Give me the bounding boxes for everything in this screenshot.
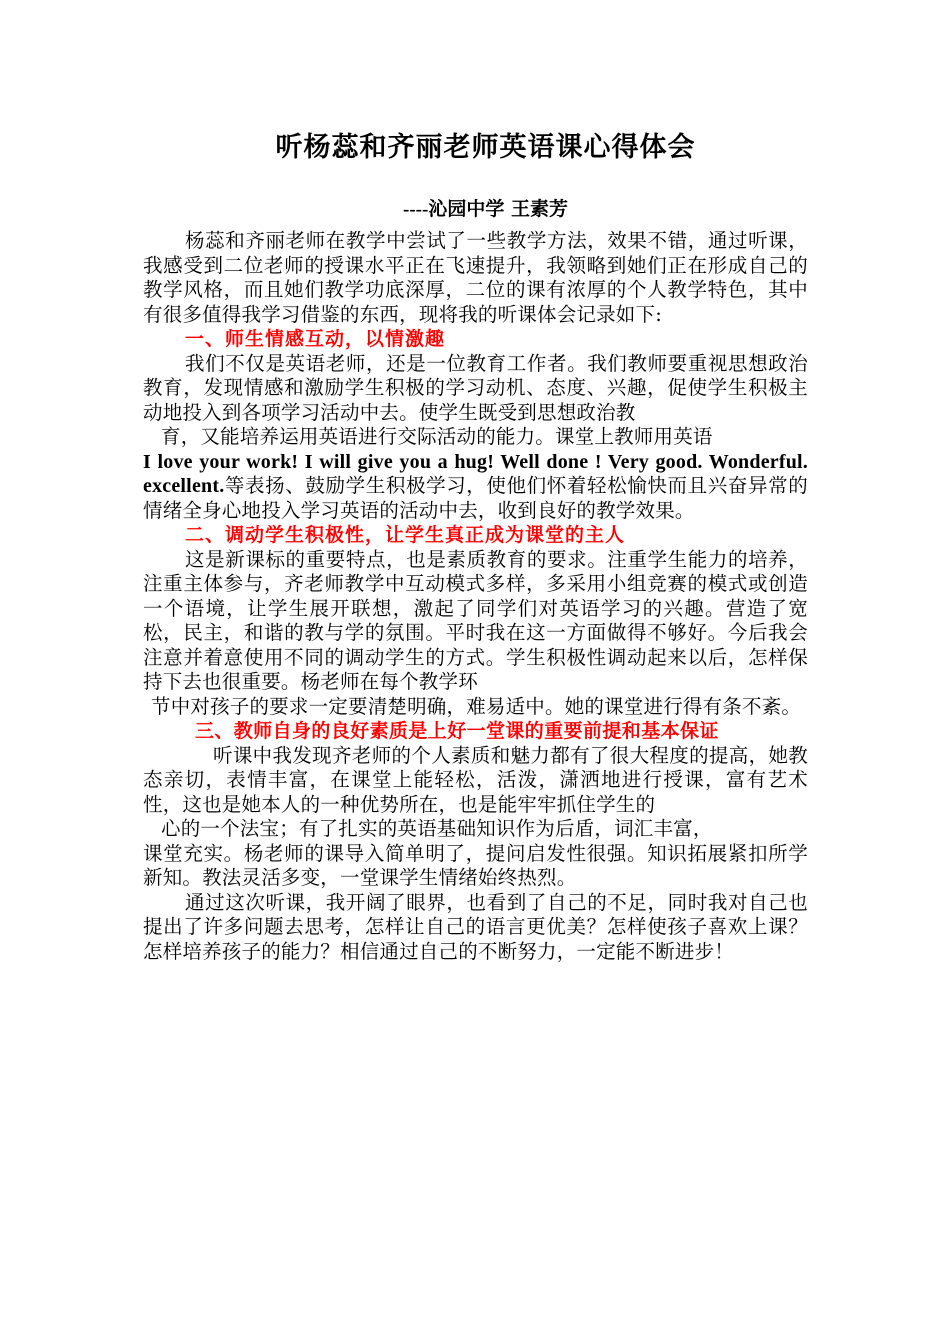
author-line (143, 194, 808, 225)
section-3-paragraph-a: 听课中我发现齐老师的个人素质和魅力都有了很大程度的提高，她教态亲切，表情丰富，在课堂上能轻松，活泼，潇洒地进行授课，富有艺术性，这也是她本人的一种优势所在，也是能牢牢抓住学生的 (143, 743, 808, 816)
section-1-paragraph-c-text: 等表扬、鼓励学生积极学习，使他们怀着轻松愉快而且兴奋异常的情绪全身心地投入学习英语的活动中去，收到良好的教学效果。 (143, 474, 808, 522)
section-1-paragraph-a: 我们不仅是英语老师，还是一位教育工作者。我们教师要重视思想政治教育，发现情感和激励学生积极的学习动机、态度、兴趣，促使学生积极主动地投入到各项学习活动中去。使学生既受到思想政治教 (143, 351, 808, 424)
section-2-paragraph-a: 这是新课标的重要特点，也是素质教育的要求。注重学生能力的培养，注重主体参与，齐老师教学中互动模式多样，多采用小组竞赛的模式或创造一个语境，让学生展开联想，激起了同学们对英语学习的兴趣。营造了宽松，民主，和谐的教与学的氛围。平时我在这一方面做得不够好。今后我会注意并着意使用不同的调动学生的方式。学生积极性调动起来以后，怎样保持下去也很重要。杨老师在每个教学环 (143, 547, 808, 693)
conclusion-paragraph: 通过这次听课，我开阔了眼界，也看到了自己的不足，同时我对自己也提出了许多问题去思考，怎样让自己的语言更优美？怎样使孩子喜欢上课？怎样培养孩子的能力？相信通过自己的不断努力，一定能不断进步！ (143, 890, 808, 963)
section-3-heading: 三、教师自身的良好素质是上好一堂课的重要前提和基本保证 (195, 720, 719, 742)
section-1-paragraph-b: 育，又能培养运用英语进行交际活动的能力。课堂上教师用英语 (161, 425, 713, 448)
english-praise-phrases: I love your work! I will give you a hug! Well done ! Very good. Wonderful. excellent. (143, 450, 808, 497)
section-3-paragraph-c: 课堂充实。杨老师的课导入简单明了，提问启发性很强。知识拓展紧扣所学新知。教法灵活多变，一堂课学生情绪始终热烈。 (143, 841, 808, 889)
section-2-heading: 二、调动学生积极性，让学生真正成为课堂的主人 (185, 524, 626, 546)
section-1-paragraph-c (143, 450, 808, 524)
section-2-paragraph-b: 节中对孩子的要求一定要清楚明确，难易适中。她的课堂进行得有条不紊。 (151, 694, 802, 718)
section-3-paragraph-b: 心的一个法宝；有了扎实的英语基础知识作为后盾，词汇丰富， (161, 817, 713, 840)
section-1-heading: 一、师生情感互动，以情激趣 (185, 328, 446, 350)
author-name: 沁园中学 王素芳 (428, 198, 568, 220)
author-dash: ---- (403, 199, 429, 220)
intro-paragraph: 杨蕊和齐丽老师在教学中尝试了一些教学方法，效果不错，通过听课，我感受到二位老师的授课水平正在飞速提升，我领略到她们正在形成自己的教学风格，而且她们教学功底深厚，二位的课有浓厚的个人教学特色，其中有很多值得我学习借鉴的东西，现将我的听课体会记录如下: (143, 229, 808, 326)
document-title: 听杨蕊和齐丽老师英语课心得体会 (275, 132, 696, 163)
document-page (143, 128, 808, 964)
